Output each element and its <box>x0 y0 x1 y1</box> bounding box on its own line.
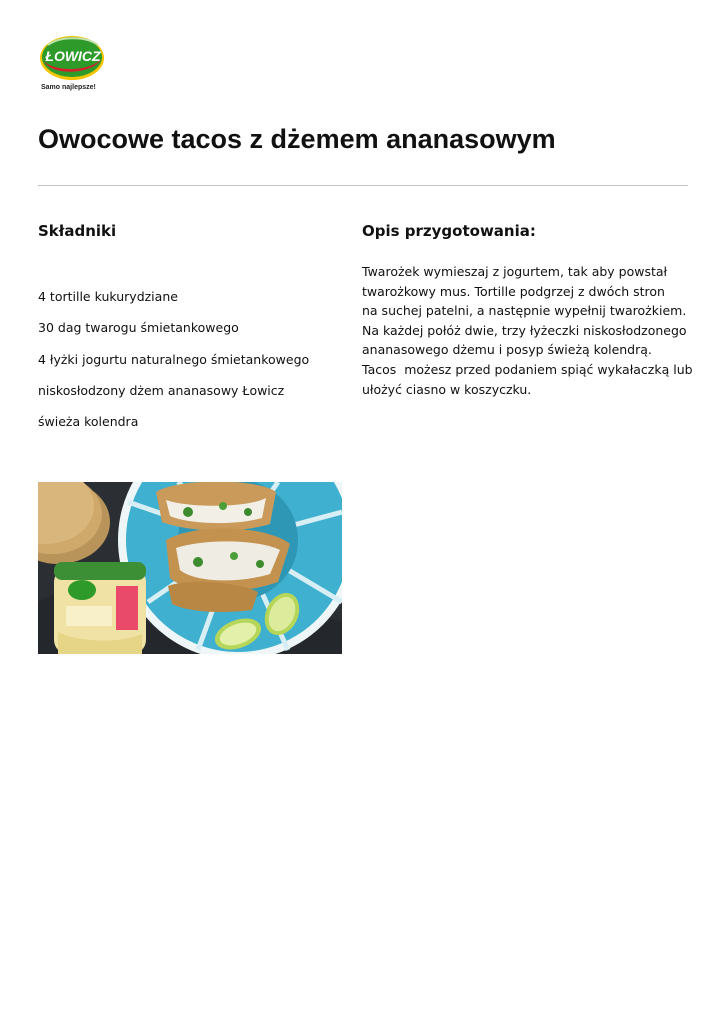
method-line: na suchej patelni, a następnie wypełnij twarożkiem. <box>362 303 687 319</box>
ingredient-item: 30 dag twarogu śmietankowego <box>38 320 239 336</box>
method-heading: Opis przygotowania: <box>362 222 536 240</box>
ingredients-list <box>38 289 309 445</box>
ingredient-item: niskosłodzony dżem ananasowy Łowicz <box>38 382 285 398</box>
ingredients-heading: Składniki <box>38 222 117 240</box>
method-line: Tacos możesz przed podaniem spiąć wykałaczką lub <box>362 361 693 377</box>
method-line: twarożkowy mus. Tortille podgrzej z dwóch stron <box>362 283 665 299</box>
recipe-photo <box>38 482 342 654</box>
method-line: ułożyć ciasno w koszyczku. <box>362 381 532 397</box>
ingredient-item: świeża kolendra <box>38 414 139 430</box>
method-line: Na każdej połóż dwie, trzy łyżeczki niskosłodzonego <box>362 322 687 338</box>
title-divider <box>38 185 688 186</box>
ingredient-item: 4 tortille kukurydziane <box>38 289 178 304</box>
method-text <box>362 262 692 399</box>
logo-wordmark: ŁOWICZ <box>45 48 101 64</box>
brand-tagline: Samo najlepsze! <box>41 84 96 91</box>
page-title: Owocowe tacos z dżemem ananasowym <box>38 124 556 154</box>
ingredient-item: 4 łyżki jogurtu naturalnego śmietankowego <box>38 351 310 367</box>
method-line: ananasowego dżemu i posyp świeżą kolendrą. <box>362 342 652 358</box>
method-line: Twarożek wymieszaj z jogurtem, tak aby powstał <box>362 264 668 279</box>
